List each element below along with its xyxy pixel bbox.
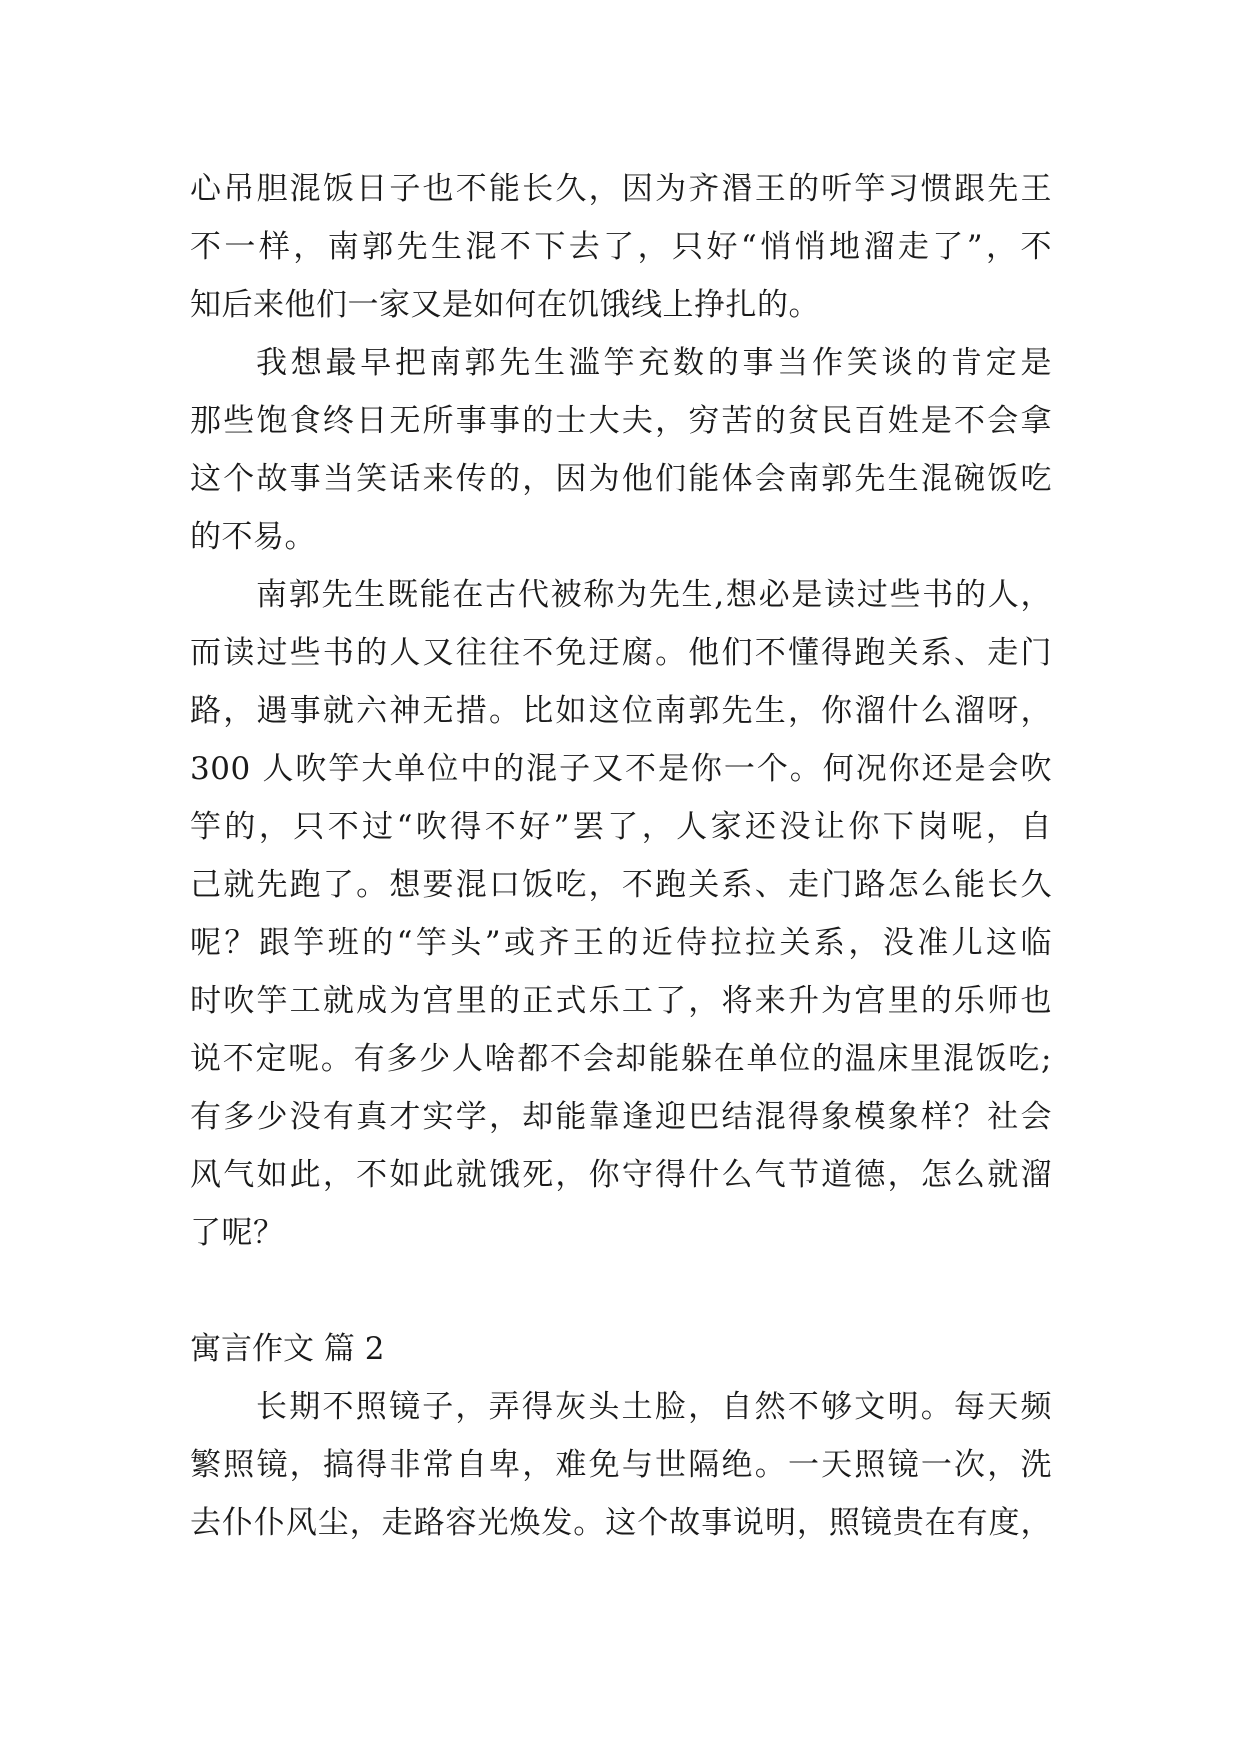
text-line: 心吊胆混饭日子也不能长久，因为齐湣王的听竽习惯跟先王 bbox=[190, 171, 1052, 207]
text-line: 说不定呢。有多少人啥都不会却能躲在单位的温床里混饭吃; bbox=[190, 1041, 1052, 1077]
paragraph-4 bbox=[190, 1378, 1052, 1552]
paragraph-3 bbox=[190, 566, 1052, 1262]
text-line: 而读过些书的人又往往不免迂腐。他们不懂得跑关系、走门 bbox=[190, 635, 1052, 671]
text-line: 了呢？ bbox=[190, 1215, 285, 1251]
text-line: 知后来他们一家又是如何在饥饿线上挣扎的。 bbox=[190, 287, 820, 323]
text-line: 不一样，南郭先生混不下去了，只好“悄悄地溜走了”，不 bbox=[190, 229, 1052, 265]
text-line: 那些饱食终日无所事事的士大夫，穷苦的贫民百姓是不会拿 bbox=[190, 403, 1052, 439]
text-line: 有多少没有真才实学，却能靠逢迎巴结混得象模象样？社会 bbox=[190, 1099, 1052, 1135]
text-line: 去仆仆风尘，走路容光焕发。这个故事说明，照镜贵在有度， bbox=[190, 1505, 1052, 1541]
text-line: 己就先跑了。想要混口饭吃，不跑关系、走门路怎么能长久 bbox=[190, 867, 1052, 903]
text-line: 竽的，只不过“吹得不好”罢了，人家还没让你下岗呢，自 bbox=[190, 809, 1052, 845]
text-line: 300 人吹竽大单位中的混子又不是你一个。何况你还是会吹 bbox=[190, 751, 1052, 787]
text-line: 我想最早把南郭先生滥竽充数的事当作笑谈的肯定是 bbox=[256, 345, 1052, 381]
text-line: 长期不照镜子，弄得灰头土脸，自然不够文明。每天频 bbox=[256, 1389, 1052, 1425]
text-line: 时吹竽工就成为宫里的正式乐工了，将来升为宫里的乐师也 bbox=[190, 983, 1052, 1019]
document-body bbox=[190, 160, 1052, 1552]
paragraph-2 bbox=[190, 334, 1052, 566]
text-line: 这个故事当笑话来传的，因为他们能体会南郭先生混碗饭吃 bbox=[190, 461, 1052, 497]
text-line: 风气如此，不如此就饿死，你守得什么气节道德，怎么就溜 bbox=[190, 1157, 1052, 1193]
text-line: 南郭先生既能在古代被称为先生,想必是读过些书的人， bbox=[256, 577, 1052, 613]
text-line: 的不易。 bbox=[190, 519, 316, 555]
text-line: 繁照镜，搞得非常自卑，难免与世隔绝。一天照镜一次，洗 bbox=[190, 1447, 1052, 1483]
text-line: 路，遇事就六神无措。比如这位南郭先生，你溜什么溜呀， bbox=[190, 693, 1052, 729]
text-line: 呢？跟竽班的“竽头”或齐王的近侍拉拉关系，没准儿这临 bbox=[190, 925, 1052, 961]
section-heading: 寓言作文 篇 2 bbox=[190, 1331, 385, 1367]
paragraph-1 bbox=[190, 160, 1052, 334]
